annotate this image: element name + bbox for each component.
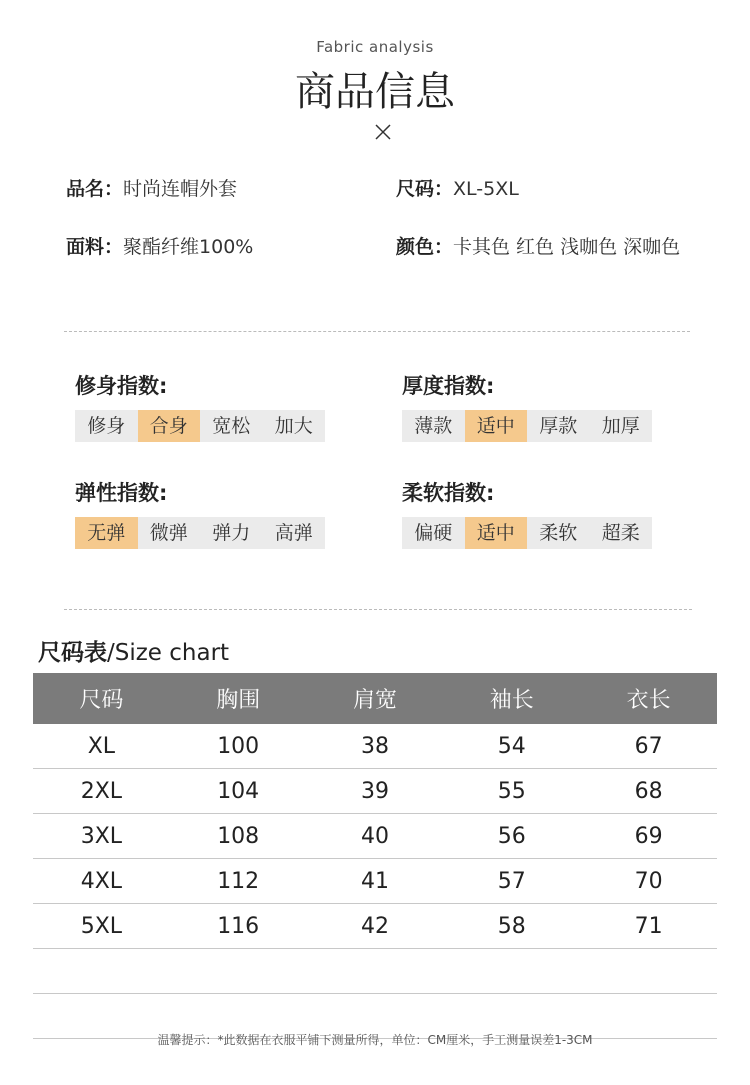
product-name-row xyxy=(66,174,237,201)
index-option: 适中 xyxy=(465,410,528,442)
index-option: 偏硬 xyxy=(414,522,453,544)
index-option: 高弹 xyxy=(274,522,313,544)
table-row xyxy=(33,859,717,904)
table-cell: 69 xyxy=(580,814,717,859)
table-cell: XL xyxy=(33,724,170,769)
size-range-row xyxy=(396,174,519,201)
table-header-cell: 胸围 xyxy=(170,673,307,724)
table-cell: 100 xyxy=(170,724,307,769)
size-chart-title-cn: 尺码表 xyxy=(38,640,107,666)
size-chart-table xyxy=(33,673,717,1039)
table-cell: 108 xyxy=(170,814,307,859)
size-chart-title xyxy=(38,634,229,667)
measurement-note: 温馨提示：*此数据在衣服平铺下测量所得，单位：CM厘米，手工测量误差1-3CM xyxy=(157,1033,593,1047)
table-cell: 39 xyxy=(307,769,444,814)
table-cell: 4XL xyxy=(33,859,170,904)
table-cell: 3XL xyxy=(33,814,170,859)
table-cell: 57 xyxy=(443,859,580,904)
thickness-index-title: 厚度指数: xyxy=(402,374,495,398)
index-option: 微弹 xyxy=(149,522,188,544)
table-header-cell: 衣长 xyxy=(580,673,717,724)
color-row xyxy=(396,232,680,259)
fabric-row xyxy=(66,232,253,259)
table-cell: 41 xyxy=(307,859,444,904)
index-option: 薄款 xyxy=(414,415,453,437)
elasticity-index-options xyxy=(75,517,325,549)
product-name-value: 时尚连帽外套 xyxy=(123,178,238,200)
table-cell: 5XL xyxy=(33,904,170,949)
close-icon xyxy=(366,118,400,146)
index-option: 适中 xyxy=(465,517,528,549)
color-value: 卡其色 红色 浅咖色 深咖色 xyxy=(453,236,681,258)
table-cell-empty xyxy=(33,949,717,994)
table-cell: 55 xyxy=(443,769,580,814)
size-range-value: XL-5XL xyxy=(453,178,519,200)
divider xyxy=(64,609,692,610)
table-cell: 104 xyxy=(170,769,307,814)
elasticity-index xyxy=(75,477,325,549)
table-body xyxy=(33,724,717,1039)
size-chart-title-en: /Size chart xyxy=(107,640,230,666)
index-option: 柔软 xyxy=(539,522,578,544)
table-cell: 38 xyxy=(307,724,444,769)
table-cell: 58 xyxy=(443,904,580,949)
table-header-cell: 肩宽 xyxy=(307,673,444,724)
size-range-label: 尺码： xyxy=(396,178,454,200)
table-cell: 71 xyxy=(580,904,717,949)
table-cell: 42 xyxy=(307,904,444,949)
thickness-index xyxy=(402,370,652,442)
table-header-row xyxy=(33,673,717,724)
table-cell: 67 xyxy=(580,724,717,769)
index-option: 弹力 xyxy=(212,522,251,544)
table-header-cell: 尺码 xyxy=(33,673,170,724)
table-cell: 54 xyxy=(443,724,580,769)
index-option: 加大 xyxy=(274,415,313,437)
fit-index xyxy=(75,370,325,442)
softness-index-title: 柔软指数: xyxy=(402,481,495,505)
index-option: 无弹 xyxy=(75,517,138,549)
index-option: 宽松 xyxy=(212,415,251,437)
table-header-cell: 袖长 xyxy=(443,673,580,724)
table-cell: 112 xyxy=(170,859,307,904)
color-label: 颜色： xyxy=(396,236,454,258)
table-cell: 56 xyxy=(443,814,580,859)
table-row xyxy=(33,904,717,949)
index-option: 厚款 xyxy=(539,415,578,437)
table-cell: 40 xyxy=(307,814,444,859)
table-cell: 2XL xyxy=(33,769,170,814)
thickness-index-options xyxy=(402,410,652,442)
softness-index-options xyxy=(402,517,652,549)
index-option: 超柔 xyxy=(601,522,640,544)
table-cell: 70 xyxy=(580,859,717,904)
fit-index-title: 修身指数: xyxy=(75,374,168,398)
page-title: 商品信息 xyxy=(295,69,455,115)
index-option: 合身 xyxy=(138,410,201,442)
fabric-label: 面料： xyxy=(66,236,124,258)
table-cell: 68 xyxy=(580,769,717,814)
index-option: 修身 xyxy=(87,415,126,437)
table-row xyxy=(33,769,717,814)
product-name-label: 品名： xyxy=(66,178,124,200)
table-cell: 116 xyxy=(170,904,307,949)
divider xyxy=(64,331,690,332)
fabric-value: 聚酯纤维100% xyxy=(123,236,254,258)
elasticity-index-title: 弹性指数: xyxy=(75,481,168,505)
table-row xyxy=(33,814,717,859)
fit-index-options xyxy=(75,410,325,442)
section-subtitle: Fabric analysis xyxy=(316,38,434,56)
softness-index xyxy=(402,477,652,549)
table-row-empty xyxy=(33,949,717,994)
index-option: 加厚 xyxy=(601,415,640,437)
table-row xyxy=(33,724,717,769)
